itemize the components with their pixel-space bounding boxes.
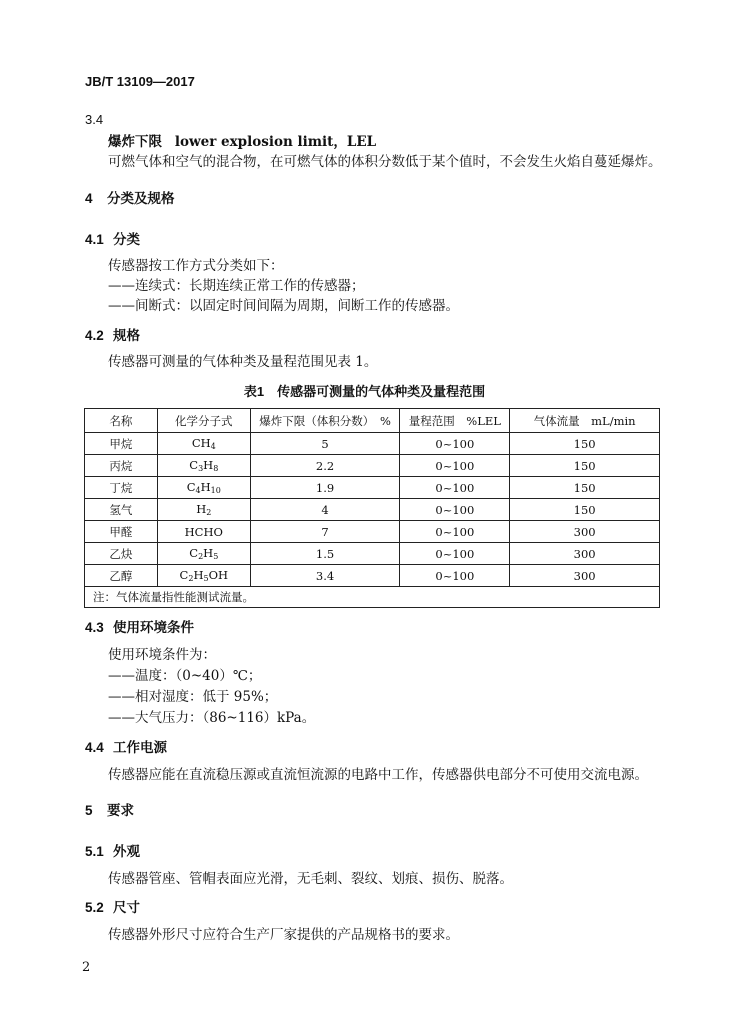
gas-flow: 150 bbox=[510, 433, 660, 455]
section-4-1-title: 分类 bbox=[113, 232, 140, 247]
gas-range: 0~100 bbox=[400, 433, 510, 455]
gas-flow: 300 bbox=[510, 543, 660, 565]
section-5-1-text: 传感器管座、管帽表面应光滑，无毛刺、裂纹、划痕、损伤、脱落。 bbox=[108, 871, 513, 887]
gas-flow: 300 bbox=[510, 565, 660, 587]
gas-flow: 150 bbox=[510, 455, 660, 477]
section-5-2-title: 尺寸 bbox=[113, 900, 140, 915]
document-header-id: JB/T 13109—2017 bbox=[85, 74, 195, 89]
gas-formula: $C_3H_8$ bbox=[157, 455, 250, 477]
gas-name: 甲烷 bbox=[85, 433, 158, 455]
section-4-3-item-3: ——大气压力：（86~116）kPa。 bbox=[108, 710, 316, 726]
gas-formula: $H_2$ bbox=[157, 499, 250, 521]
section-4-number: 4 bbox=[85, 191, 93, 206]
gas-flow: 150 bbox=[510, 477, 660, 499]
gas-formula: $C_4H_{10}$ bbox=[157, 477, 250, 499]
section-4-2-title: 规格 bbox=[113, 328, 140, 343]
section-5-2-text: 传感器外形尺寸应符合生产厂家提供的产品规格书的要求。 bbox=[108, 927, 459, 943]
table-header-lel: 爆炸下限（体积分数） % bbox=[250, 409, 400, 433]
term-cn: 爆炸下限 bbox=[108, 134, 162, 150]
table-note-row bbox=[85, 587, 660, 608]
gas-name: 乙炔 bbox=[85, 543, 158, 565]
table-row bbox=[85, 543, 660, 565]
gas-flow: 300 bbox=[510, 521, 660, 543]
gas-formula: $C_2H_5$ bbox=[157, 543, 250, 565]
section-4-4-heading bbox=[85, 736, 167, 756]
gas-lel: 2.2 bbox=[250, 455, 400, 477]
term-definition: 可燃气体和空气的混合物，在可燃气体的体积分数低于某个值时，不会发生火焰自蔓延爆炸。 bbox=[108, 154, 662, 170]
page-number: 2 bbox=[82, 960, 91, 975]
section-4-2-text: 传感器可测量的气体种类及量程范围见表 1。 bbox=[108, 354, 378, 370]
table-header-name: 名称 bbox=[85, 409, 158, 433]
gas-range: 0~100 bbox=[400, 543, 510, 565]
gas-lel: 1.9 bbox=[250, 477, 400, 499]
section-5-1-heading bbox=[85, 840, 140, 860]
gas-lel: 3.4 bbox=[250, 565, 400, 587]
section-5-2-number: 5.2 bbox=[85, 900, 104, 915]
table-note: 注：气体流量指性能测试流量。 bbox=[85, 587, 660, 608]
gas-range-table bbox=[84, 408, 660, 608]
section-5-number: 5 bbox=[85, 803, 93, 818]
gas-name: 氢气 bbox=[85, 499, 158, 521]
section-4-3-item-1: ——温度：（0~40）℃； bbox=[108, 668, 262, 684]
section-4-1-item-1: ——连续式：长期连续正常工作的传感器； bbox=[108, 278, 365, 294]
table-row bbox=[85, 477, 660, 499]
gas-formula: $CH_4$ bbox=[157, 433, 250, 455]
section-4-4-text: 传感器应能在直流稳压源或直流恒流源的电路中工作，传感器供电部分不可使用交流电源。 bbox=[108, 767, 648, 783]
section-5-1-title: 外观 bbox=[113, 844, 140, 859]
section-4-1-heading bbox=[85, 228, 140, 248]
gas-lel: 4 bbox=[250, 499, 400, 521]
table-row bbox=[85, 433, 660, 455]
section-3-4-number: 3.4 bbox=[85, 112, 104, 127]
gas-name: 乙醇 bbox=[85, 565, 158, 587]
gas-flow: 150 bbox=[510, 499, 660, 521]
section-5-2-heading bbox=[85, 896, 140, 916]
term-heading bbox=[108, 130, 376, 150]
gas-name: 丙烷 bbox=[85, 455, 158, 477]
gas-lel: 1.5 bbox=[250, 543, 400, 565]
section-4-3-title: 使用环境条件 bbox=[113, 620, 194, 635]
table-row bbox=[85, 565, 660, 587]
gas-name: 甲醛 bbox=[85, 521, 158, 543]
gas-range: 0~100 bbox=[400, 565, 510, 587]
section-4-4-title: 工作电源 bbox=[113, 740, 167, 755]
section-4-4-number: 4.4 bbox=[85, 740, 104, 755]
table-header-formula: 化学分子式 bbox=[157, 409, 250, 433]
section-4-title: 分类及规格 bbox=[107, 191, 175, 206]
section-4-1-item-2: ——间断式：以固定时间间隔为周期，间断工作的传感器。 bbox=[108, 298, 459, 314]
table-row bbox=[85, 499, 660, 521]
table-header-range: 量程范围 %LEL bbox=[400, 409, 510, 433]
gas-range: 0~100 bbox=[400, 499, 510, 521]
gas-formula: HCHO bbox=[157, 521, 250, 543]
section-4-3-item-2: ——相对湿度：低于 95%； bbox=[108, 689, 278, 705]
table-header-flow: 气体流量 mL/min bbox=[510, 409, 660, 433]
gas-range: 0~100 bbox=[400, 455, 510, 477]
section-4-1-number: 4.1 bbox=[85, 232, 104, 247]
section-4-2-heading bbox=[85, 324, 140, 344]
table-caption: 表1 传感器可测量的气体种类及量程范围 bbox=[243, 384, 486, 399]
gas-name: 丁烷 bbox=[85, 477, 158, 499]
section-4-1-intro: 传感器按工作方式分类如下： bbox=[108, 258, 284, 274]
table-row bbox=[85, 455, 660, 477]
section-4-3-heading bbox=[85, 616, 194, 636]
gas-range: 0~100 bbox=[400, 477, 510, 499]
section-5-heading bbox=[85, 799, 134, 819]
term-en: lower explosion limit，LEL bbox=[174, 134, 377, 150]
section-4-3-number: 4.3 bbox=[85, 620, 104, 635]
gas-lel: 5 bbox=[250, 433, 400, 455]
section-4-3-intro: 使用环境条件为： bbox=[108, 647, 216, 663]
section-5-title: 要求 bbox=[107, 803, 134, 818]
section-4-2-number: 4.2 bbox=[85, 328, 104, 343]
gas-range: 0~100 bbox=[400, 521, 510, 543]
section-5-1-number: 5.1 bbox=[85, 844, 104, 859]
table-header-row bbox=[85, 409, 660, 433]
gas-formula: $C_2H_5OH$ bbox=[157, 565, 250, 587]
table-row bbox=[85, 521, 660, 543]
gas-lel: 7 bbox=[250, 521, 400, 543]
section-4-heading bbox=[85, 187, 175, 207]
